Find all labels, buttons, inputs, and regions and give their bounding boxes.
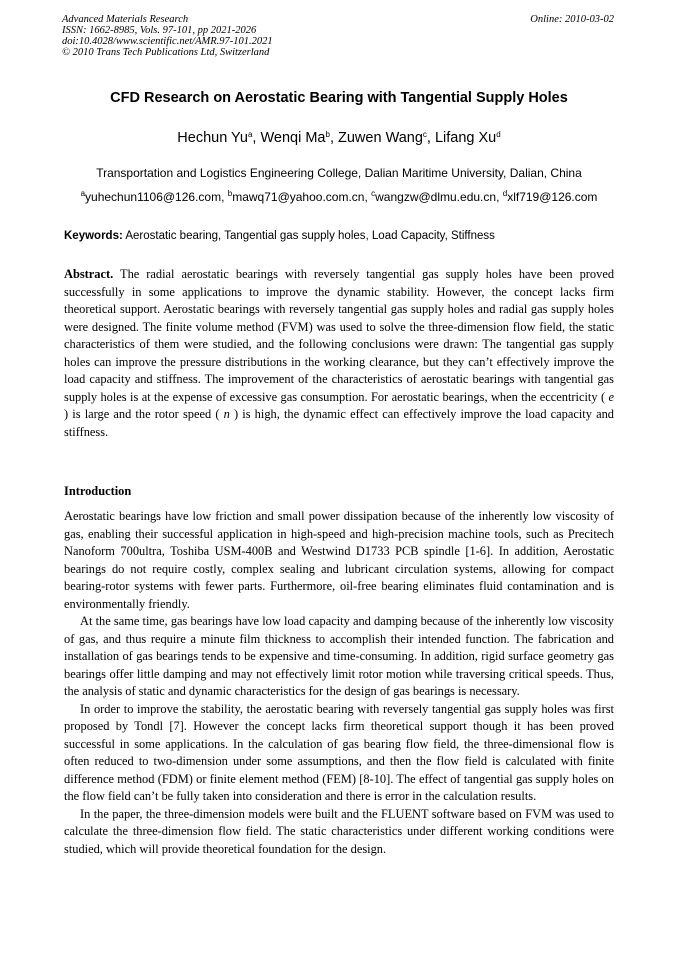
- online-date: Online: 2010-03-02: [530, 14, 614, 25]
- email-mark: c: [371, 189, 376, 198]
- author-list: Hechun Yu$^a$, Wenqi Ma$^b$, Zuwen Wang$^c$, Lifang Xu$^d$: [177, 130, 501, 146]
- author-mark: a: [247, 130, 253, 139]
- introduction-body: [64, 508, 614, 858]
- issn-line: ISSN: 1662-8985, Vols. 97-101, pp 2021-2026: [62, 25, 257, 36]
- abstract-paragraph: [64, 266, 614, 441]
- author-mark: c: [422, 130, 427, 139]
- paper-title: CFD Research on Aerostatic Bearing with Tangential Supply Holes: [110, 90, 568, 106]
- intro-paragraph: In the paper, the three-dimension models were built and the FLUENT software based on FVM was used to calculate the three-dimension flow field. The static characteristics under different working conditions were studied, which will provide theoretical foundation for the design.: [64, 806, 614, 856]
- email-address: wangzw@dlmu.edu.cn: [375, 190, 497, 204]
- email-address: xlf719@126.com: [507, 190, 598, 204]
- intro-paragraph: At the same time, gas bearings have low load capacity and damping because of the inherently low viscosity of gas, and thus require a minute film thickness to accomplish their intended function. The fabrication and installation of gas bearings tends to be expensive and time-consuming. In addition, rigid surface geometry gas bearings offer little damping and may not effectively limit rotor motion while traversing critical speeds. Thus, the analysis of static and dynamic characteristics for the design of gas bearings is necessary.: [64, 614, 614, 698]
- keywords-text: Aerostatic bearing, Tangential gas supply holes, Load Capacity, Stiffness: [125, 230, 495, 242]
- email-mark: d: [502, 189, 508, 198]
- author-name: Lifang Xu: [434, 130, 497, 146]
- doi-line: doi:10.4028/www.scientific.net/AMR.97-101.2021: [62, 36, 273, 47]
- intro-paragraph: In order to improve the stability, the aerostatic bearing with reversely tangential gas supply holes was first proposed by Tondl [7]. However the concept lacks firm theoretical support though it has been proved successful in some applications. In the calculation of gas bearing flow field, the three-dimensional flow is often reduced to two-dimension under some assumptions, and then the flow field is calculated with finite difference method (FDM) or finite element method (FEM) [8-10]. The effect of tangential gas supply holes on the flow field can’t be fully taken into consideration and there is error in the calculation results.: [64, 701, 614, 803]
- author-name: Hechun Yu: [177, 130, 248, 146]
- author-mark: b: [325, 130, 330, 139]
- email-list: $^a$yuhechun1106@126.com, $^b$mawq71@yahoo.com.cn, $^c$wangzw@dlmu.edu.cn, $^d$xlf719@126.com: [80, 189, 598, 204]
- author-mark: d: [496, 130, 501, 139]
- intro-paragraph: Aerostatic bearings have low friction and small power dissipation because of the inherently low viscosity of gas, enabling their successful application in high-speed and high-precision machine tools, such as Precitech Nanoform 700ultra, Toshiba USM-400B and Westwind D1733 PCB spindle [1-6]. In addition, Aerostatic bearings do not require costly, complex sealing and lubricant circulation systems, allowing for compact bearing-rotor systems with fewer parts. Furthermore, oil-free bearing eliminates fluid contamination and is environmentally friendly.: [64, 509, 614, 611]
- abstract-var-e: e: [608, 389, 614, 404]
- abstract-text-1: The radial aerostatic bearings with reversely tangential gas supply holes have been proved successfully in some applications to improve the dynamic stability. However, the concept lacks firm theoretical support. Aerostatic bearings with reversely tangential gas supply holes and radial gas supply holes were designed. The finite volume method (FVM) was used to solve the three-dimension flow field, the static characteristics of them were studied, and the following conclusions were drawn: The tangential gas supply holes can improve the pressure distributions in the working clearance, but they can’t effectively improve the load capacity and stiffness. The improvement of the characteristics of aerostatic bearings with tangential gas supply holes is at the expense of excessive gas consumption. For aerostatic bearings, when the eccentricity (: [64, 267, 615, 404]
- author-name: Wenqi Ma: [260, 130, 326, 146]
- introduction-heading: Introduction: [64, 484, 132, 498]
- abstract-text-3: ) is high, the dynamic effect can effectively improve the load capacity and stiffness.: [64, 407, 614, 439]
- abstract-text-2: ) is large and the rotor speed (: [64, 407, 220, 421]
- email-mark: a: [80, 189, 86, 198]
- affiliation: Transportation and Logistics Engineering College, Dalian Maritime University, Dalian, China: [96, 166, 582, 180]
- journal-info: [62, 14, 273, 58]
- journal-name: Advanced Materials Research: [62, 14, 189, 25]
- email-mark: b: [227, 189, 233, 198]
- keywords-label: Keywords:: [64, 230, 123, 242]
- author-name: Zuwen Wang: [338, 130, 423, 146]
- abstract-label: Abstract.: [64, 267, 114, 281]
- abstract-var-n: n: [223, 407, 230, 421]
- email-address: yuhechun1106@126.com: [85, 190, 222, 204]
- email-address: mawq71@yahoo.com.cn: [232, 190, 365, 204]
- copyright-line: © 2010 Trans Tech Publications Ltd, Switzerland: [62, 47, 270, 58]
- keywords-line: [64, 230, 616, 242]
